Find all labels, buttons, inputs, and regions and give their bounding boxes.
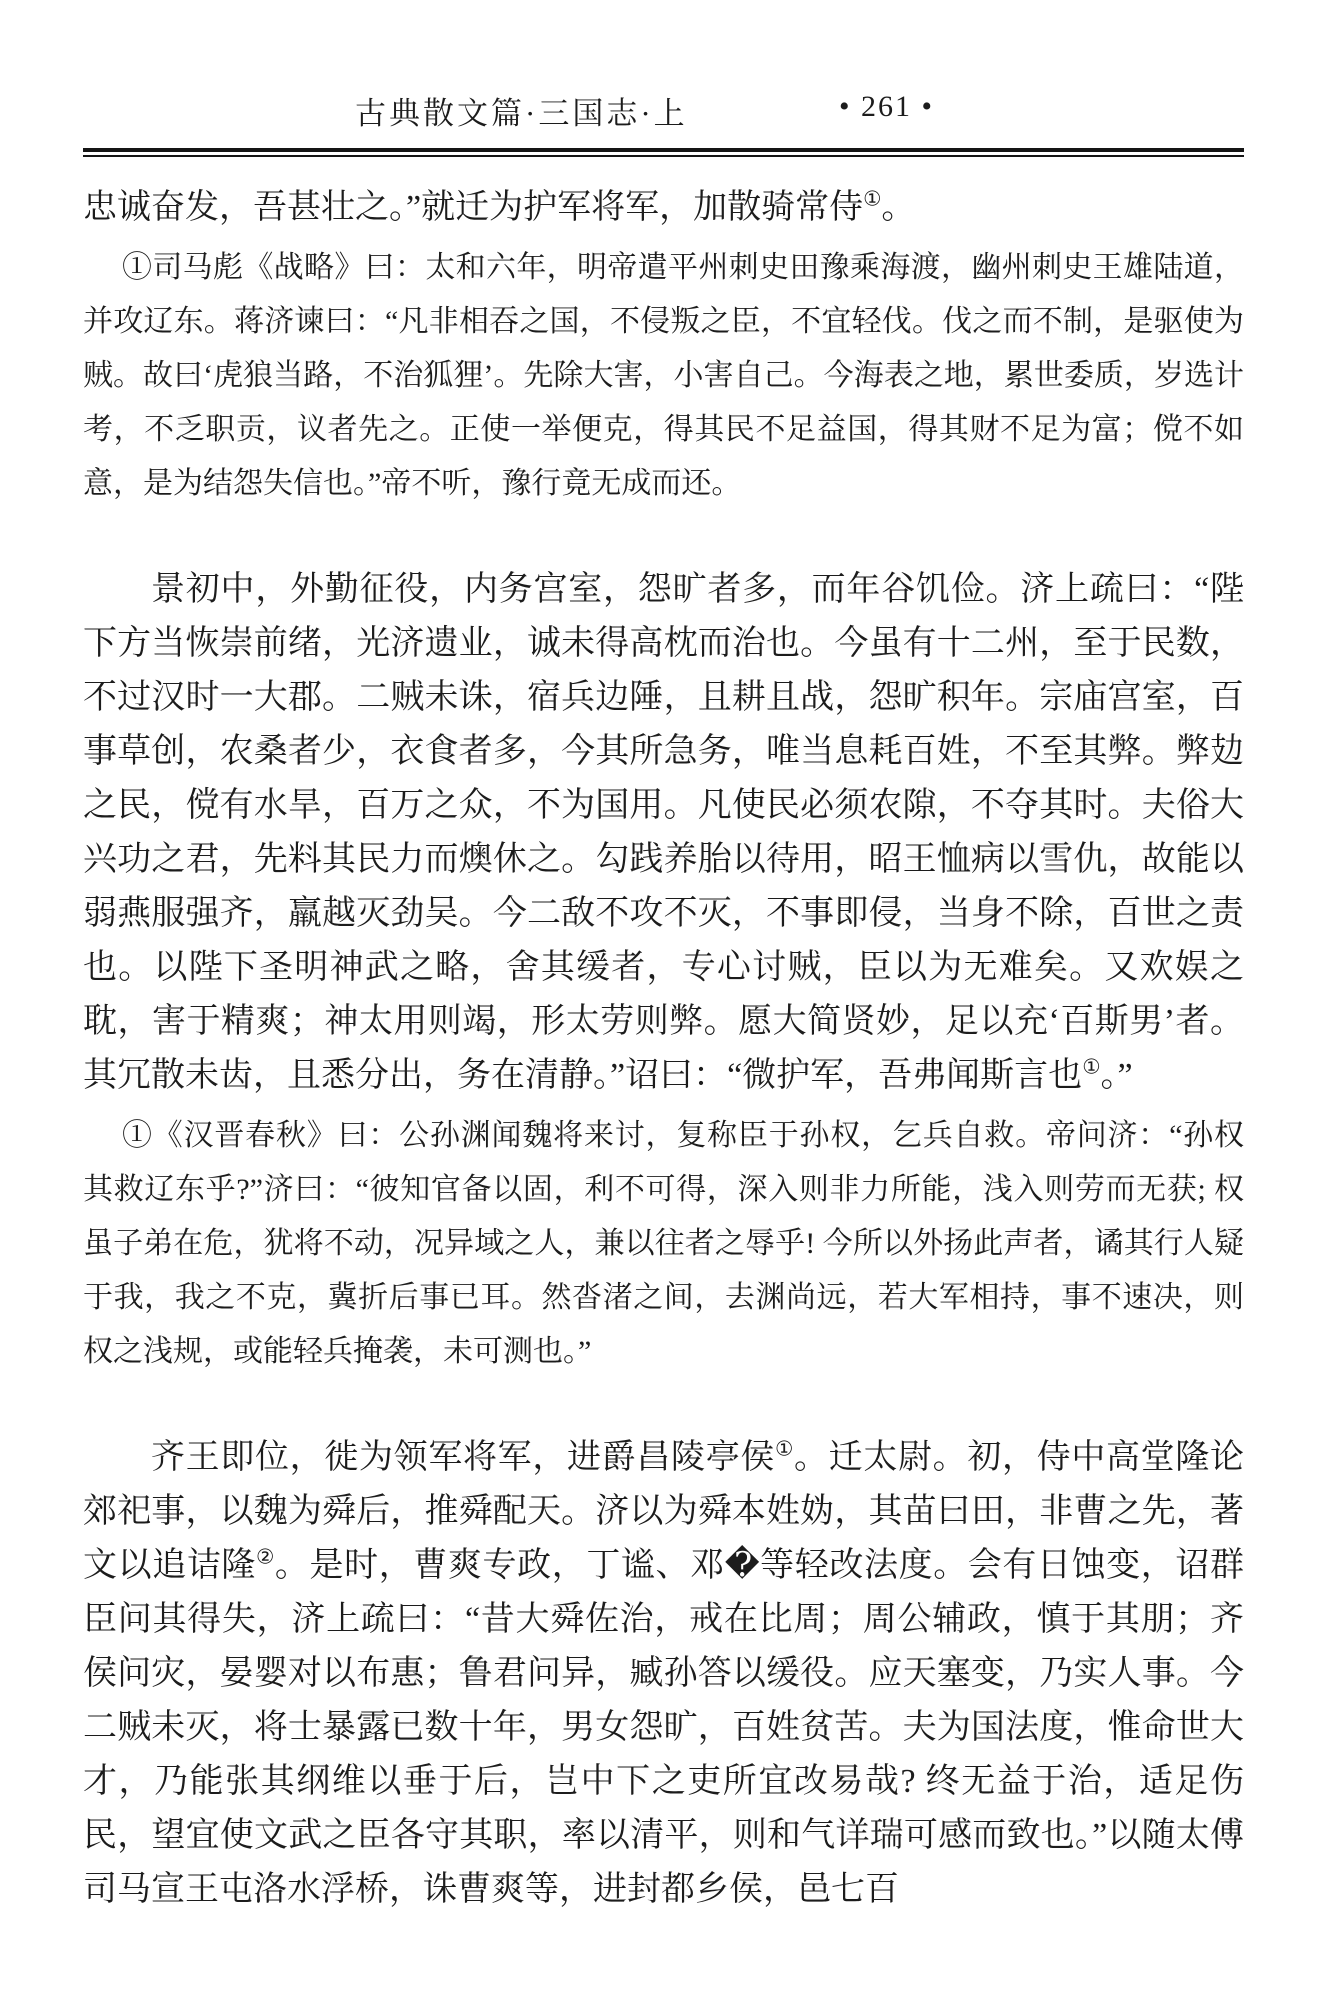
paragraph-continuation-tail: 。 [881,189,916,226]
paragraph-continuation [83,181,1244,235]
note-ref-4: ② [256,1546,275,1569]
paragraph-3-text-a: 齐王即位，徙为领军将军，进爵昌陵亭侯 [151,1439,776,1476]
paragraph-2-tail: 。” [1100,1057,1133,1094]
paragraph-2 [83,563,1244,1103]
annotation-1-text: ①司马彪《战略》曰：太和六年，明帝遣平州刺史田豫乘海渡，幽州刺史王雄陆道，并攻辽东。蒋济谏曰：“凡非相吞之国，不侵叛之臣，不宜轻伐。伐之而不制，是驱使为贼。故曰‘虎狼当路，不治狐狸’。先除大害，小害自己。今海表之地，累世委质，岁选计考，不乏职贡，议者先之。正使一举便克，得其民不足益国，得其财不足为富；傥不如意，是为结怨失信也。”帝不听，豫行竟无成而还。 [83,251,1244,500]
page-header [83,88,1244,157]
annotation-block-2 [83,1109,1244,1379]
annotation-2-text: ①《汉晋春秋》曰：公孙渊闻魏将来讨，复称臣于孙权，乞兵自救。帝问济：“孙权其救辽东乎?”济曰：“彼知官备以固，利不可得，深入则非力所能，浅入则劳而无获; 权虽子弟在危，犹将不动，况异域之人，兼以往者之辱乎! 今所以外扬此声者，谲其行人疑于我，我之不克，冀折后事已耳。然沓渚之间，去渊尚远，若大军相持，事不速决，则权之浅规，或能轻兵掩袭，未可测也。” [83,1119,1244,1368]
running-head [83,88,1244,136]
paragraph-3 [83,1431,1244,1917]
header-rule [83,148,1244,157]
annotation-block-1 [83,241,1244,511]
paragraph-3-text-b: 。迁太尉。初，侍中高堂隆论郊祀事，以魏为舜后，推舜配天。济以为舜本姓妫，其苗曰田，非曹之先，著文以追诘隆 [83,1439,1245,1584]
note-ref-2: ① [1082,1056,1101,1079]
paragraph-3-text-c: 。是时，曹爽专政，丁谧、邓�等轻改法度。会有日蚀变，诏群臣问其得失，济上疏曰：“昔大舜佐治，戒在比周；周公辅政，慎于其朋；齐侯问灾，晏婴对以布惠；鲁君问异，臧孙答以缓役。应天塞变，乃实人事。今二贼未灭，将士暴露已数十年，男女怨旷，百姓贫苦。夫为国法度，惟命世大才，乃能张其纲维以垂于后，岂中下之吏所宜改易哉? 终无益于治，适足伤民，望宜使文武之臣各守其职，率以清平，则和气详瑞可感而致也。”以随太傅司马宣王屯洛水浮桥，诛曹爽等，进封都乡侯，邑七百 [83,1547,1245,1908]
note-ref-3: ① [775,1438,794,1461]
page-body [83,181,1244,1917]
page-number: • 261 • [839,90,935,123]
note-ref-1: ① [863,188,882,211]
paragraph-continuation-text: 忠诚奋发，吾甚壮之。”就迁为护军将军，加散骑常侍 [83,189,864,226]
paragraph-2-text: 景初中，外勤征役，内务宫室，怨旷者多，而年谷饥俭。济上疏曰：“陛下方当恢崇前绪，光济遗业，诚未得高枕而治也。今虽有十二州，至于民数，不过汉时一大郡。二贼未诛，宿兵边陲，且耕且战，怨旷积年。宗庙宫室，百事草创，农桑者少，衣食者多，今其所急务，唯当息耗百姓，不至其弊。弊攰之民，傥有水旱，百万之众，不为国用。凡使民必须农隙，不夺其时。夫俗大兴功之君，先料其民力而燠休之。勾践养胎以待用，昭王恤病以雪仇，故能以弱燕服强齐，羸越灭劲吴。今二敌不攻不灭，不事即侵，当身不除，百世之责也。以陛下圣明神武之略，舍其缓者，专心讨贼，臣以为无难矣。又欢娱之耽，害于精爽；神太用则竭，形太劳则弊。愿大简贤妙，足以充‘百斯男’者。其冗散未齿，且悉分出，务在清静。”诏曰：“微护军，吾弗闻斯言也 [83,571,1244,1094]
running-head-title: 古典散文篇·三国志·上 [355,96,688,131]
